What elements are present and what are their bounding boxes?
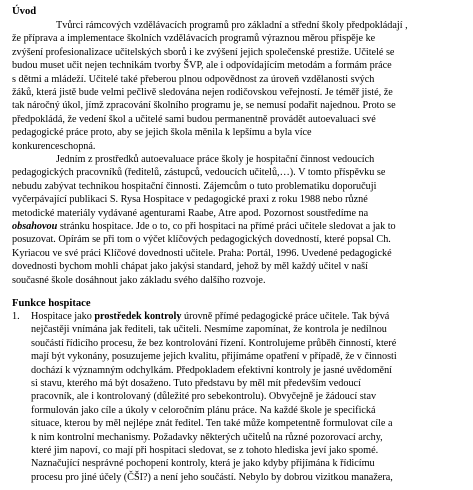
text-line: že příprava a implementace školních vzdělávacích programů výraznou měrou přispěje ke [12, 33, 376, 45]
emphasis-obsahovou: obsahovou [12, 220, 58, 232]
text-line: budou muset učit nejen technikám tvorby ŠVP, ale i odpovídajícím metodám a formám práce [12, 60, 392, 72]
intro-heading: Úvod [12, 6, 37, 17]
text-line: situace, kterou by měl nejlépe znát ředitel. Ten také může kompetentně formulovat cíle a [31, 418, 393, 430]
text-line: které jim napoví, co mají při hospitaci sledovat, se z tohoto hlediska jeví jako spomé. [31, 444, 379, 456]
text-line: nejčastěji vnímána jak řediteli, tak učiteli. Nesmíme zapomínat, že kontrola je nedílnou [31, 324, 387, 336]
text-line-emphasis [31, 310, 462, 323]
text-line: konkurenceschopná. [12, 140, 96, 152]
text-line: tak náročný úkol, jímž zpracování školního programu je, se nemusí podařit najednou. Proto se [12, 100, 396, 112]
text-line: zvýšení profesionalizace učitelských sborů i ke zvýšení jejich společenské prestiže. Učitelé se [12, 46, 395, 58]
text-line: součástí řídicího procesu, že bez kontrolování řízení. Kontrolujeme průběh činností, které [31, 337, 397, 349]
text-line: mají být vykonány, posuzujeme jejich kvalitu, přijímáme opatření v případě, že v činnosti [31, 351, 397, 363]
text-line: žáků, která jistě bude velmi pečlivě sledována nejen rodičovskou veřejností. Je téměř jisté, že [12, 86, 393, 98]
text-line: Kyriacou ve své práci Klíčové dovednosti učitele. Praha: Portál, 1996. Uvedené pedagogické [12, 247, 392, 259]
text-span: Hospitace jako [31, 311, 95, 322]
text-line: dovednosti bychom mohli chápat jako jakýsi standard, jehož by měl každý učitel v naší [12, 261, 368, 273]
emphasis-prostredek-kontroly: prostředek kontroly [94, 311, 182, 322]
list-item-body [31, 310, 462, 484]
text-line: metodické materiály vydávané agenturami Raabe, Atre apod. Pozornost soustředíme na [12, 207, 369, 219]
list-number: 1. [12, 311, 20, 322]
text-line: si stavu, kterého má být dosaženo. Tuto představu by měl mít především vedoucí [31, 377, 361, 389]
text-line: pedagogických pracovníků (ředitelů, zástupců, vedoucích učitelů,…). V tomto příspěvku se [12, 167, 386, 179]
text-line: Tvůrci rámcových vzdělávacích programů pro základní a střední školy předpokládají , [56, 20, 408, 31]
text-line: s dětmi a mládeží. Učitelé také přeberou plnou odpovědnost za úroveň vzdělanosti svých [12, 73, 375, 85]
text-line: předpokládá, že vedení škol a učitelé sami budou permanentně provádět autoevaluaci své [12, 113, 376, 125]
functions-heading: Funkce hospitace [12, 298, 91, 309]
text-line: procesu pro jiné účely (ČŠI?) a není jeho součástí. Nebylo by dobrou vizitkou manažera, [31, 471, 393, 483]
text-line: současné škole dosáhnout jako základu svého dalšího rozvoje. [12, 274, 266, 286]
text-line: Naznačující nesprávné pochopení kontroly, která je jako kdyby přijímána k řídicímu [31, 458, 375, 470]
text-line: posuzovat. Opírám se při tom o výčet klíčových pedagogických dovedností, které popsal Ch. [12, 234, 391, 246]
text-span: stránku hospitace. Jde o to, co při hospitaci na přímé práci učitele sledovat a jak to [57, 220, 396, 232]
text-line: vyčerpávající publikaci S. Rysa Hospitace v pedagogické praxi z roku 1988 nebo různé [12, 194, 368, 206]
text-line: formulován jako cíle a úkoly v celoročním plánu práce. Na každé škole je specifická [31, 404, 376, 416]
intro-paragraph-2 [12, 153, 462, 287]
text-line: nebudu zabývat technikou hospitační činnosti. Zájemcům o tuto problematiku doporučuji [12, 180, 377, 192]
text-line: pracovník, ale i kontrolovaný (důležité pro sebekontrolu). Obvyčejně je žádoucí stav [31, 391, 377, 403]
text-line: dochází k významným odchylkám. Předpokladem efektivní kontroly je jasné uvědomění [31, 364, 392, 376]
text-span: úrovně přímé pedagogické práce učitele. Tak bývá [181, 311, 390, 322]
text-line: pedagogické práce proto, aby se jejich škola měnila k lepšímu a byla více [12, 127, 312, 139]
text-line-emphasis [12, 220, 462, 233]
intro-paragraph-1 [12, 19, 462, 153]
text-line: Jedním z prostředků autoevaluace práce školy je hospitační činnost vedoucích [56, 154, 375, 165]
text-line: k nim kontrolní mechanismy. Požadavky některých učitelů na různé pozorovací archy, [31, 431, 383, 443]
